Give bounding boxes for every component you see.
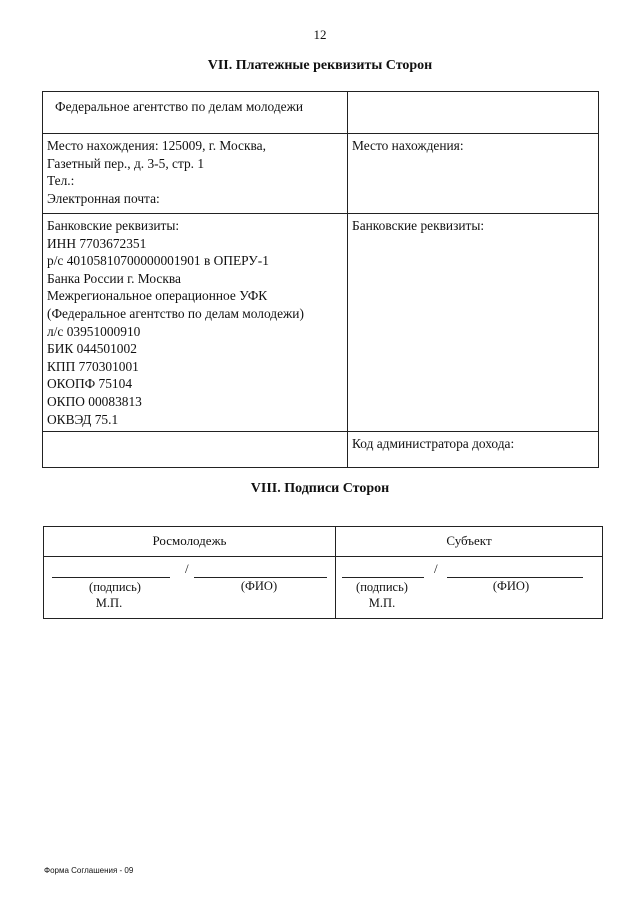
- bank-details-line: Межрегиональное операционное УФК: [47, 288, 268, 304]
- fio-caption: (ФИО): [240, 579, 278, 593]
- separator-slash: /: [434, 561, 438, 576]
- bank-details-line: ОКВЭД 75.1: [47, 411, 119, 427]
- agency-income-code-cell: [43, 432, 348, 468]
- agency-name-cell: [43, 92, 348, 134]
- bank-details-line: Банка России г. Москва: [47, 270, 181, 286]
- bank-details-line: КПП 770301001: [47, 358, 139, 374]
- party-address-cell: [348, 134, 599, 214]
- fio-caption: (ФИО): [492, 579, 530, 593]
- party-income-code-cell: [348, 432, 599, 468]
- agency-phone: Тел.:: [47, 173, 75, 189]
- agency-email: Электронная почта:: [47, 190, 160, 206]
- left-signature-block: [44, 557, 336, 619]
- bank-details-line: р/с 40105810700000001901 в ОПЕРУ-1: [47, 253, 269, 269]
- bank-details-line: (Федеральное агентство по делам молодежи): [47, 305, 304, 321]
- fio-line: [194, 577, 327, 578]
- agency-address-line: Газетный пер., д. 3-5, стр. 1: [47, 155, 205, 171]
- signature-line: [342, 577, 424, 578]
- right-party-header: [336, 527, 603, 557]
- party-bank-details-cell: [348, 214, 599, 432]
- signatures-table: [43, 526, 603, 619]
- right-signature-block: [336, 557, 603, 619]
- agency-bank-details-cell: [43, 214, 348, 432]
- party-address-label: Место нахождения:: [352, 138, 464, 153]
- right-party-name: Субъект: [446, 533, 492, 548]
- separator-slash: /: [185, 561, 189, 576]
- left-party-header: [44, 527, 336, 557]
- agency-name: Федеральное агентство по делам молодежи: [55, 99, 303, 114]
- left-party-name: Росмолодежь: [152, 533, 227, 548]
- party-name-cell: [348, 92, 599, 134]
- section-7-title: VII. Платежные реквизиты Сторон: [207, 58, 433, 73]
- signature-line: [52, 577, 170, 578]
- bank-details-line: ОКПО 00083813: [47, 393, 142, 409]
- bank-details-line: л/с 03951000910: [47, 323, 141, 339]
- form-footer: Форма Соглашения - 09: [44, 866, 134, 875]
- bank-details-line: Банковские реквизиты:: [47, 218, 180, 233]
- party-bank-details-label: Банковские реквизиты:: [352, 218, 485, 233]
- bank-details-line: ИНН 7703672351: [47, 235, 147, 251]
- agency-address-cell: [43, 134, 348, 214]
- page-number: 12: [313, 27, 327, 42]
- bank-details-line: ОКОПФ 75104: [47, 376, 133, 392]
- section-8-title: VIII. Подписи Сторон: [250, 481, 390, 496]
- stamp-caption: М.П.: [95, 596, 123, 610]
- agency-address-line: Место нахождения: 125009, г. Москва,: [47, 138, 266, 153]
- signature-caption: (подпись): [356, 580, 408, 594]
- bank-details-line: БИК 044501002: [47, 341, 137, 357]
- payment-details-table: [42, 91, 599, 468]
- signature-caption: (подпись): [89, 580, 141, 594]
- fio-line: [447, 577, 583, 578]
- stamp-caption: М.П.: [368, 596, 396, 610]
- income-admin-code-label: Код администратора дохода:: [352, 436, 515, 452]
